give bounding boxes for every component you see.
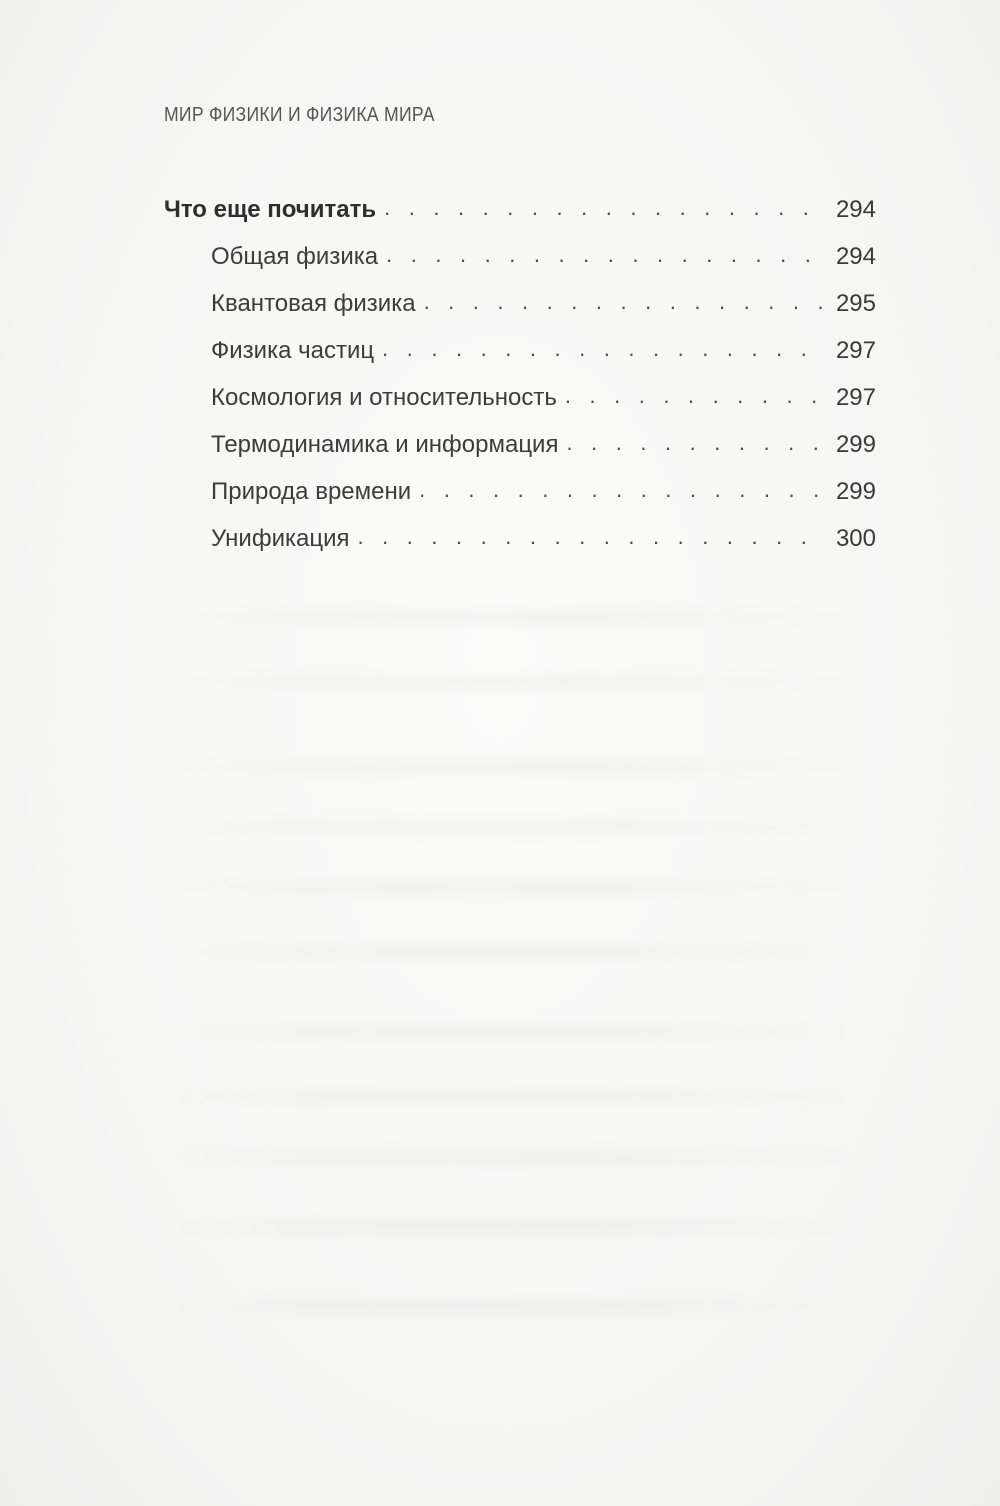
dot-leader xyxy=(386,242,822,268)
show-through-line xyxy=(170,820,860,834)
toc-entry[interactable] xyxy=(164,196,876,243)
show-through-line xyxy=(170,760,860,774)
table-of-contents xyxy=(164,196,876,572)
toc-entry-title: Что еще почитать xyxy=(164,196,377,223)
toc-entry[interactable] xyxy=(164,431,876,478)
toc-entry-title: Унификация xyxy=(211,525,350,552)
toc-entry-page: 295 xyxy=(835,290,876,317)
toc-entry-page: 294 xyxy=(835,243,876,270)
show-through-line xyxy=(170,945,860,959)
dot-leader xyxy=(358,524,822,550)
toc-entry[interactable] xyxy=(164,384,876,431)
toc-entry-title: Космология и относительность xyxy=(211,384,557,411)
toc-entry[interactable] xyxy=(164,337,876,384)
toc-entry-page: 294 xyxy=(835,196,876,223)
show-through-line xyxy=(170,1025,860,1039)
toc-entry[interactable] xyxy=(164,290,876,337)
toc-entry-page: 297 xyxy=(835,384,876,411)
show-through-line xyxy=(170,610,860,624)
show-through-line xyxy=(170,1220,860,1234)
dot-leader xyxy=(382,336,822,362)
toc-entry-title: Термодинамика и информация xyxy=(211,431,559,458)
toc-entry-title: Физика частиц xyxy=(211,337,375,364)
show-through-line xyxy=(170,1090,860,1104)
toc-entry-title: Квантовая физика xyxy=(211,290,416,317)
toc-entry-title: Природа времени xyxy=(211,478,412,505)
dot-leader xyxy=(384,195,822,221)
show-through-line xyxy=(170,675,860,689)
dot-leader xyxy=(566,430,822,456)
toc-entry-title: Общая физика xyxy=(211,243,379,270)
toc-entry[interactable] xyxy=(164,478,876,525)
toc-entry-page: 297 xyxy=(835,337,876,364)
toc-entry-page: 299 xyxy=(835,431,876,458)
show-through-line xyxy=(170,880,860,894)
show-through-line xyxy=(170,1300,860,1314)
dot-leader xyxy=(565,383,822,409)
toc-entry-page: 300 xyxy=(835,525,876,552)
show-through-line xyxy=(170,1150,860,1164)
toc-entry[interactable] xyxy=(164,525,876,572)
toc-entry-page: 299 xyxy=(835,478,876,505)
dot-leader xyxy=(419,477,822,503)
running-head: МИР ФИЗИКИ И ФИЗИКА МИРА xyxy=(164,104,435,126)
toc-entry[interactable] xyxy=(164,243,876,290)
dot-leader xyxy=(424,289,822,315)
